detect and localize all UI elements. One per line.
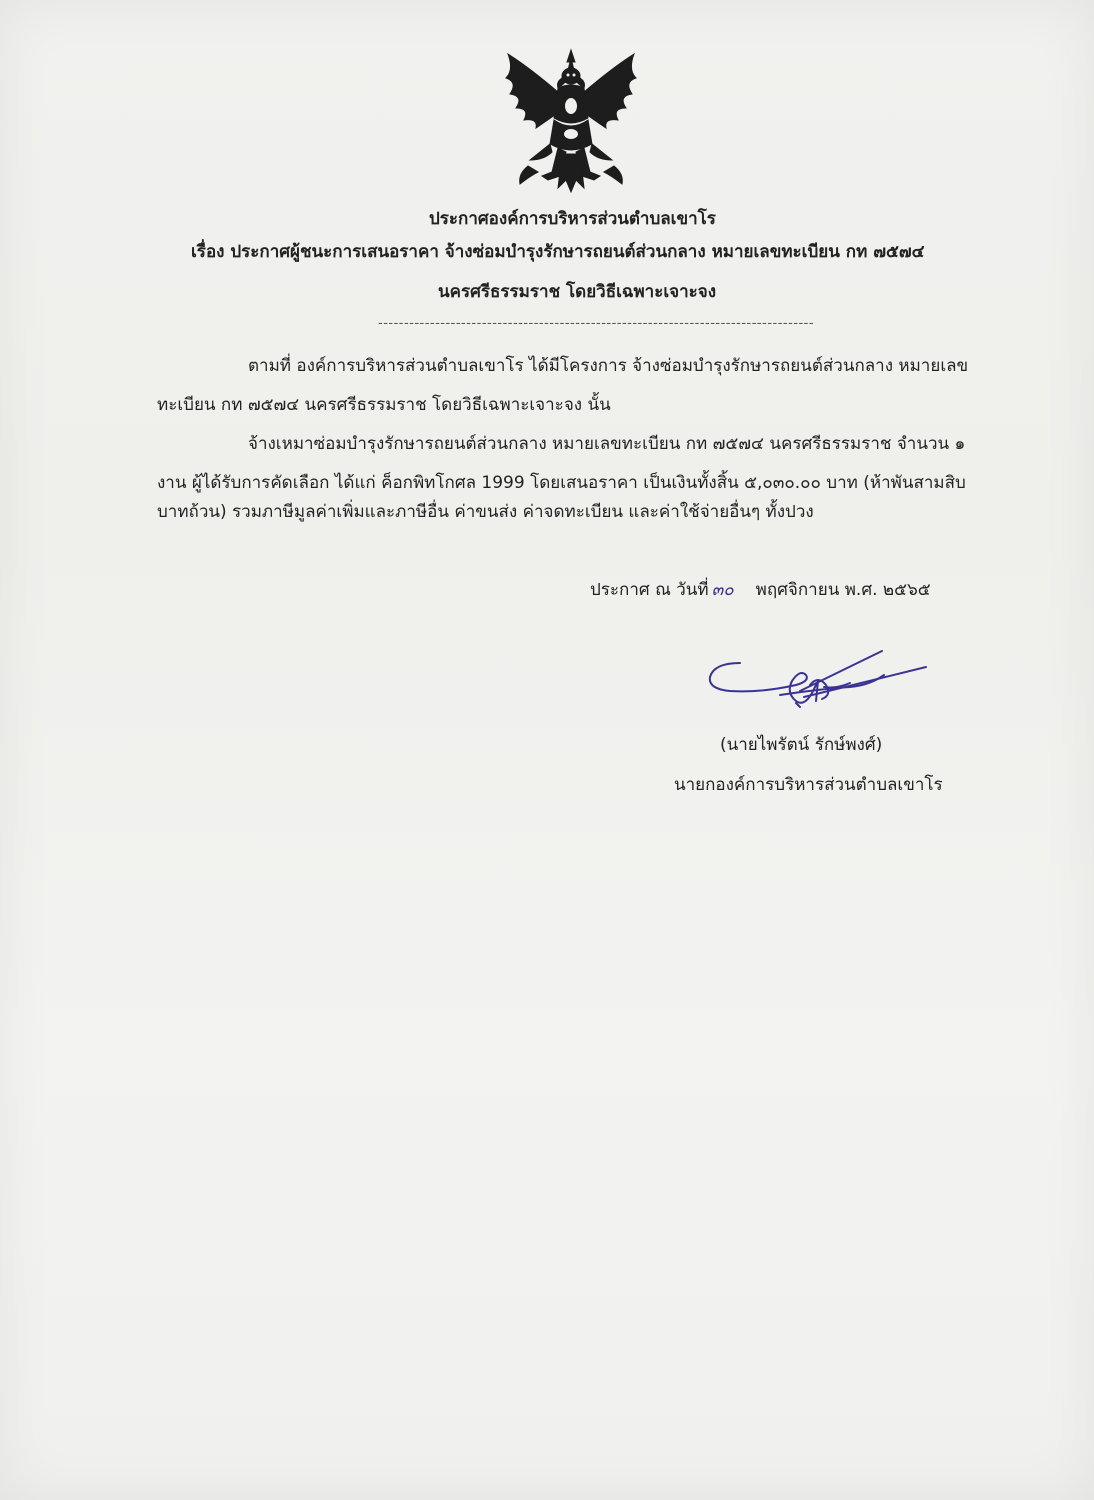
paragraph-2-line-1: จ้างเหมาซ่อมบำรุงรักษารถยนต์ส่วนกลาง หมายเลขทะเบียน กท ๗๕๗๔ นครศรีธรรมราช จำนวน ๑ xyxy=(248,434,966,454)
announce-prefix: ประกาศ ณ วันที่ xyxy=(590,580,709,600)
signatory-position: นายกองค์การบริหารส่วนตำบลเขาโร xyxy=(674,775,943,795)
paragraph-2-line-2: งาน ผู้ได้รับการคัดเลือก ได้แก่ ค็อกพิทโกศล 1999 โดยเสนอราคา เป็นเงินทั้งสิ้น ๕,๐๓๐.๐๐ บาท (ห้าพันสามสิบ xyxy=(157,473,966,493)
paragraph-1-line-2: ทะเบียน กท ๗๕๗๔ นครศรีธรรมราช โดยวิธีเฉพาะเจาะจง นั้น xyxy=(157,395,611,415)
subject-line-1: เรื่อง ประกาศผู้ชนะการเสนอราคา จ้างซ่อมบำรุงรักษารถยนต์ส่วนกลาง หมายเลขทะเบียน กท ๗๕๗๔ xyxy=(191,242,925,262)
paragraph-1-line-1: ตามที่ องค์การบริหารส่วนตำบลเขาโร ได้มีโครงการ จ้างซ่อมบำรุงรักษารถยนต์ส่วนกลาง หมายเลข xyxy=(248,356,969,376)
signatory-name: (นายไพรัตน์ รักษ์พงศ์) xyxy=(720,735,883,755)
announce-date xyxy=(590,576,931,603)
handwritten-signature xyxy=(700,645,935,735)
garuda-emblem-icon xyxy=(500,48,642,194)
separator: ------------------------------------------------------------------------------------ xyxy=(378,316,815,331)
subject-line-2: นครศรีธรรมราช โดยวิธีเฉพาะเจาะจง xyxy=(438,282,717,302)
announce-month-year: พฤศจิกายน พ.ศ. ๒๕๖๕ xyxy=(755,580,931,600)
paragraph-2-line-3: บาทถ้วน) รวมภาษีมูลค่าเพิ่มและภาษีอื่น ค่าขนส่ง ค่าจดทะเบียน และค่าใช้จ่ายอื่นๆ ทั้งปวง xyxy=(157,502,814,522)
org-heading: ประกาศองค์การบริหารส่วนตำบลเขาโร xyxy=(429,209,716,229)
handwritten-day: ๓๐ xyxy=(711,580,734,600)
